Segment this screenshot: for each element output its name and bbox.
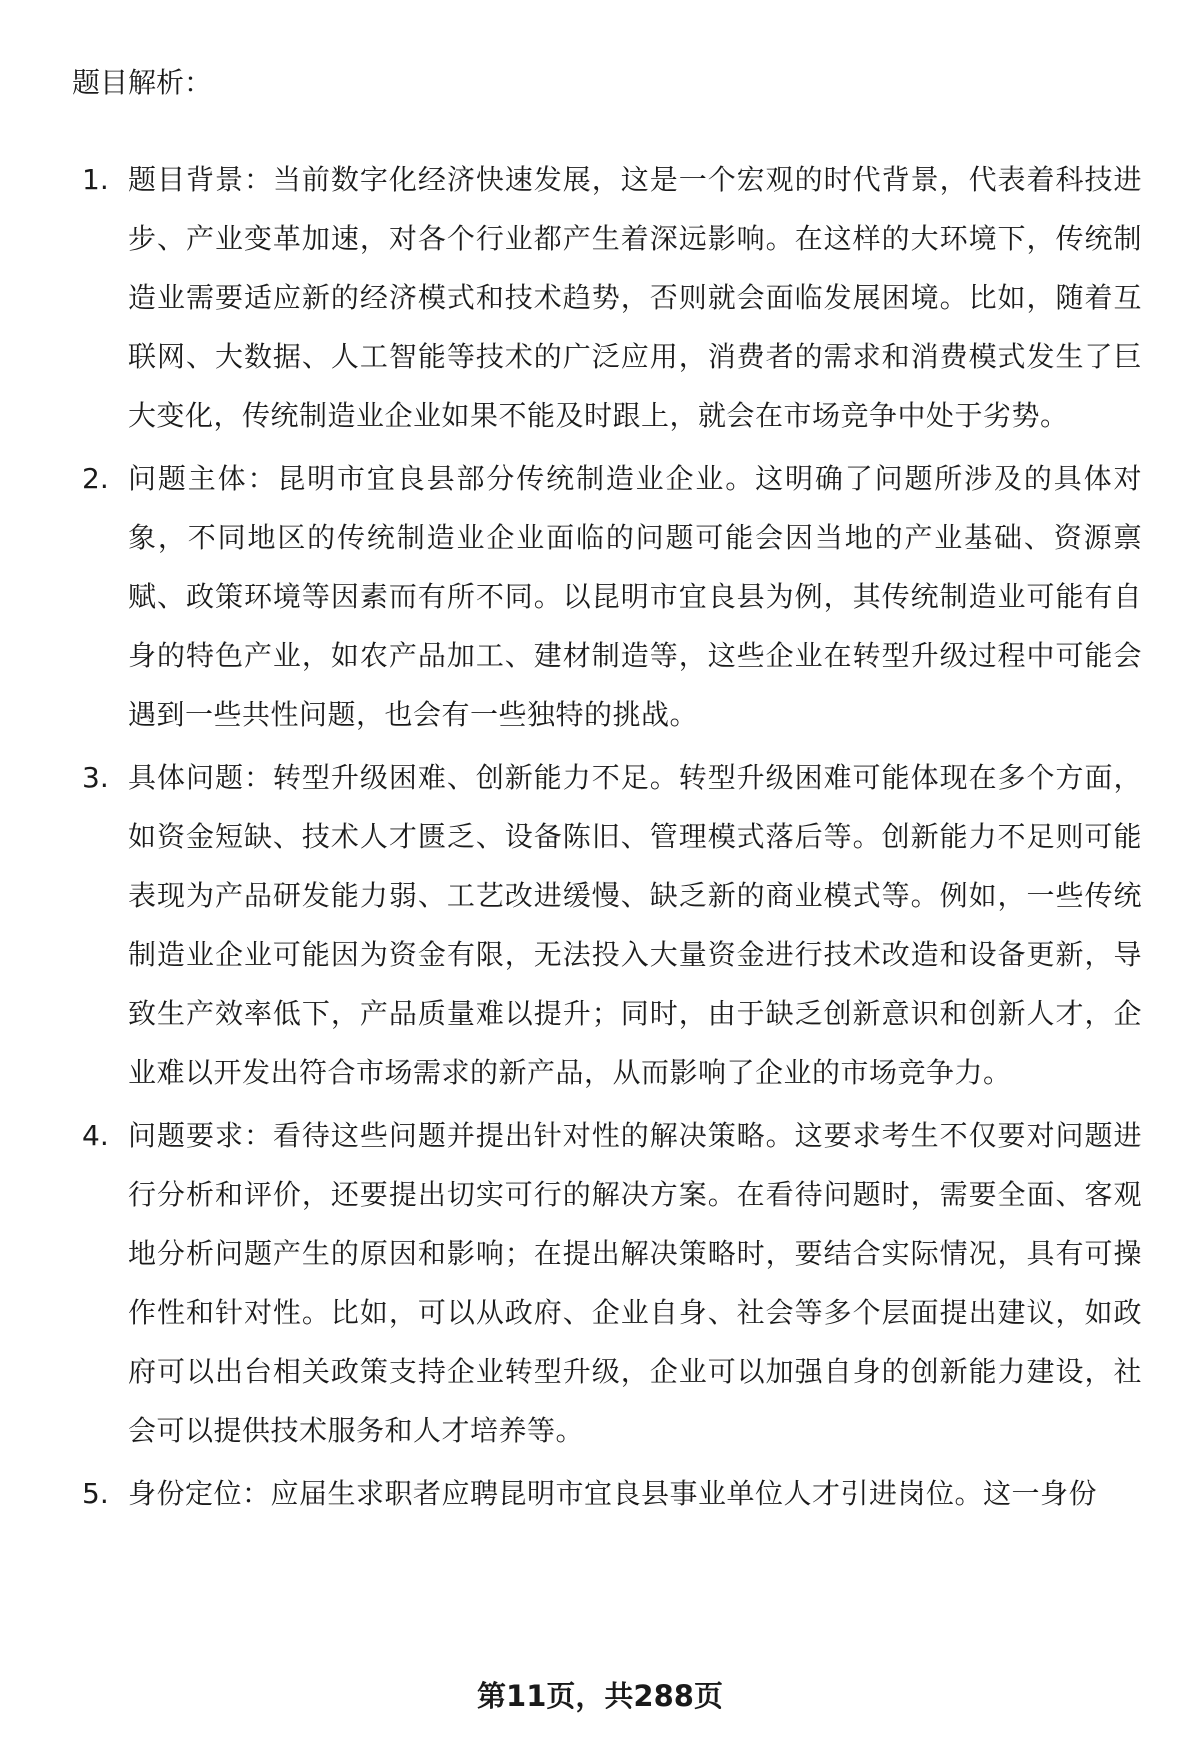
list-item [82, 150, 1142, 445]
list-item-number: 5. [82, 1477, 109, 1510]
list-item-number: 1. [82, 163, 109, 196]
list-item [82, 748, 1142, 1102]
list-item-number: 4. [82, 1119, 109, 1152]
list-item-text: 问题主体：昆明市宜良县部分传统制造业企业。这明确了问题所涉及的具体对象，不同地区的传统制造业企业面临的问题可能会因当地的产业基础、资源禀赋、政策环境等因素而有所不同。以昆明市宜良县为例，其传统制造业可能有自身的特色产业，如农产品加工、建材制造等，这些企业在转型升级过程中可能会遇到一些共性问题，也会有一些独特的挑战。 [128, 462, 1142, 731]
list-item-number: 2. [82, 462, 109, 495]
section-heading: 题目解析： [72, 66, 213, 99]
list-item-text: 问题要求：看待这些问题并提出针对性的解决策略。这要求考生不仅要对问题进行分析和评价，还要提出切实可行的解决方案。在看待问题时，需要全面、客观地分析问题产生的原因和影响；在提出解决策略时，要结合实际情况，具有可操作性和针对性。比如，可以从政府、企业自身、社会等多个层面提出建议，如政府可以出台相关政策支持企业转型升级，企业可以加强自身的创新能力建设，社会可以提供技术服务和人才培养等。 [128, 1119, 1142, 1447]
list-item-text: 身份定位：应届生求职者应聘昆明市宜良县事业单位人才引进岗位。这一身份 [128, 1477, 1098, 1510]
list-item [82, 1106, 1142, 1460]
page-number-footer: 第11页，共288页 [477, 1679, 723, 1713]
list-item-text: 题目背景：当前数字化经济快速发展，这是一个宏观的时代背景，代表着科技进步、产业变革加速，对各个行业都产生着深远影响。在这样的大环境下，传统制造业需要适应新的经济模式和技术趋势，否则就会面临发展困境。比如，随着互联网、大数据、人工智能等技术的广泛应用，消费者的需求和消费模式发生了巨大变化，传统制造业企业如果不能及时跟上，就会在市场竞争中处于劣势。 [128, 163, 1142, 432]
list-item-number: 3. [82, 761, 109, 794]
list-item-text: 具体问题：转型升级困难、创新能力不足。转型升级困难可能体现在多个方面，如资金短缺、技术人才匮乏、设备陈旧、管理模式落后等。创新能力不足则可能表现为产品研发能力弱、工艺改进缓慢、缺乏新的商业模式等。例如，一些传统制造业企业可能因为资金有限，无法投入大量资金进行技术改造和设备更新，导致生产效率低下，产品质量难以提升；同时，由于缺乏创新意识和创新人才，企业难以开发出符合市场需求的新产品，从而影响了企业的市场竞争力。 [128, 761, 1142, 1089]
analysis-list [82, 150, 1142, 1527]
list-item [82, 1464, 1142, 1523]
list-item [82, 449, 1142, 744]
